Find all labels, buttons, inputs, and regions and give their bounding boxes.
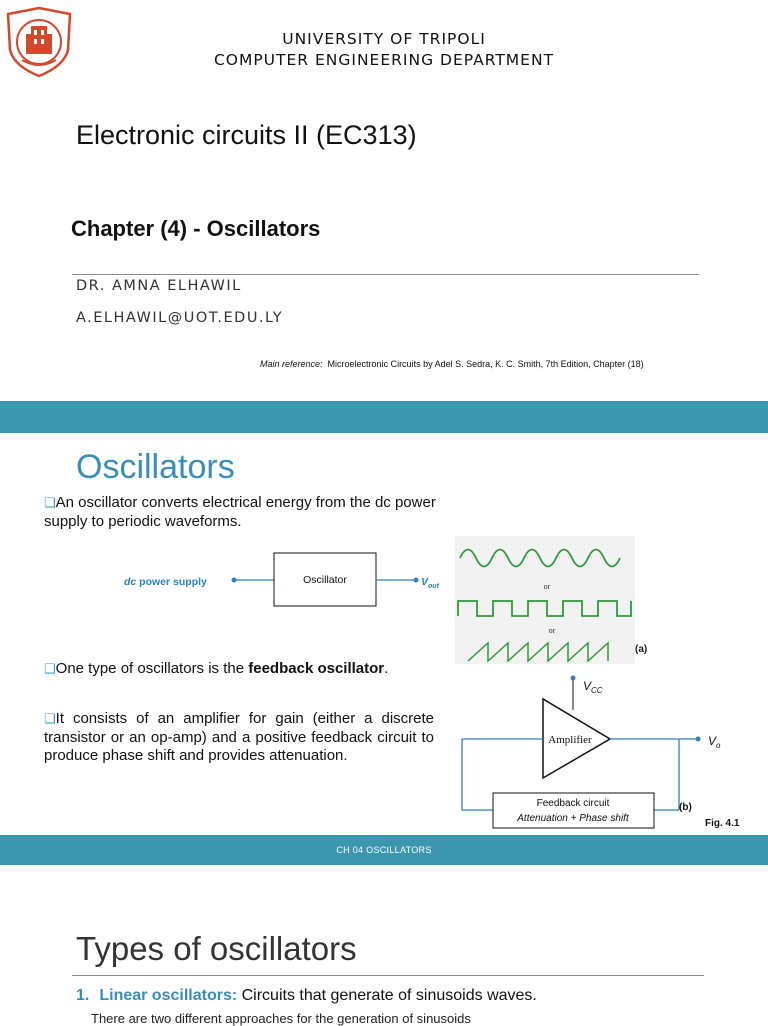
- vo-label: V: [708, 734, 717, 748]
- feedback-oscillator-figure: [455, 670, 755, 835]
- waveforms-figure: [455, 536, 635, 664]
- feedback-circuit-label: Feedback circuit: [536, 798, 610, 809]
- checkbox-bullet-icon: ❑: [44, 662, 56, 677]
- university-name: UNIVERSITY OF TRIPOLI: [282, 30, 486, 48]
- bullet-text: An oscillator converts electrical energy from the dc power supply to periodic waveforms.: [44, 494, 436, 530]
- bullet-text-post: .: [384, 660, 389, 677]
- block-input-label: power supply: [136, 576, 207, 588]
- author-email: A.ELHAWIL@UOT.EDU.LY: [76, 310, 284, 326]
- block-input-italic: dc: [124, 576, 137, 588]
- amplifier-label: Amplifier: [548, 734, 592, 746]
- slide-footer-text: CH 04 OSCILLATORS: [336, 845, 432, 855]
- slide-title: Types of oscillators: [76, 930, 357, 967]
- main-reference: [260, 359, 644, 369]
- bullet-item: [44, 660, 434, 679]
- svg-text:dc power supply: [124, 576, 207, 588]
- figure-number-label: Fig. 4.1: [705, 818, 740, 829]
- vcc-sub: CC: [591, 686, 603, 695]
- reference-text: Microelectronic Circuits by Adel S. Sedra, K. C. Smith, 7th Edition, Chapter (18): [327, 359, 644, 369]
- svg-text:Vout: [421, 576, 440, 590]
- bullet-text-bold: feedback oscillator: [248, 660, 385, 677]
- figure-part-b-label: (b): [679, 802, 692, 813]
- department-name: COMPUTER ENGINEERING DEPARTMENT: [213, 51, 555, 69]
- checkbox-bullet-icon: ❑: [44, 496, 56, 511]
- bullet-item: [44, 494, 436, 531]
- block-output-sub: out: [428, 583, 439, 590]
- list-item-text: Circuits that generate of sinusoids waves.: [237, 987, 537, 1004]
- figure-part-a-label: (a): [635, 644, 648, 655]
- slide-title: Oscillators: [76, 448, 235, 486]
- sub-text: There are two different approaches for the generation of sinusoids: [91, 1011, 471, 1026]
- or-label-1: or: [543, 582, 551, 591]
- divider-line: [72, 975, 704, 976]
- or-label-2: or: [548, 626, 556, 635]
- course-title: Electronic circuits II (EC313): [76, 120, 417, 150]
- block-output-label: V: [421, 576, 429, 588]
- author-name: DR. AMNA ELHAWIL: [76, 278, 242, 294]
- chapter-title: Chapter (4) - Oscillators: [71, 216, 321, 241]
- bullet-item: [44, 710, 434, 765]
- divider-line: [72, 274, 699, 275]
- bullet-text-pre: One type of oscillators is the: [55, 660, 249, 677]
- vcc-label: V: [583, 679, 592, 693]
- slide-separator-band: [0, 401, 768, 433]
- vo-sub: o: [716, 741, 721, 750]
- list-item-label: Linear oscillators:: [99, 987, 238, 1004]
- waveforms-svg: [455, 536, 635, 664]
- list-item-number: 1.: [76, 987, 90, 1004]
- bullet-text: It consists of an amplifier for gain (either a discrete transistor or an op-amp) and a positive feedback circuit to produce phase shift and provides attenuation.: [44, 710, 434, 764]
- checkbox-bullet-icon: ❑: [44, 712, 56, 727]
- svg-text:Vo: [708, 734, 721, 750]
- attenuation-label: Attenuation + Phase shift: [517, 813, 629, 824]
- oscillator-box-label: Oscillator: [303, 574, 347, 586]
- list-item: [76, 987, 537, 1005]
- reference-label: Main reference:: [260, 359, 323, 369]
- svg-text:VCC: [583, 679, 603, 695]
- oscillator-block-diagram: [110, 545, 440, 615]
